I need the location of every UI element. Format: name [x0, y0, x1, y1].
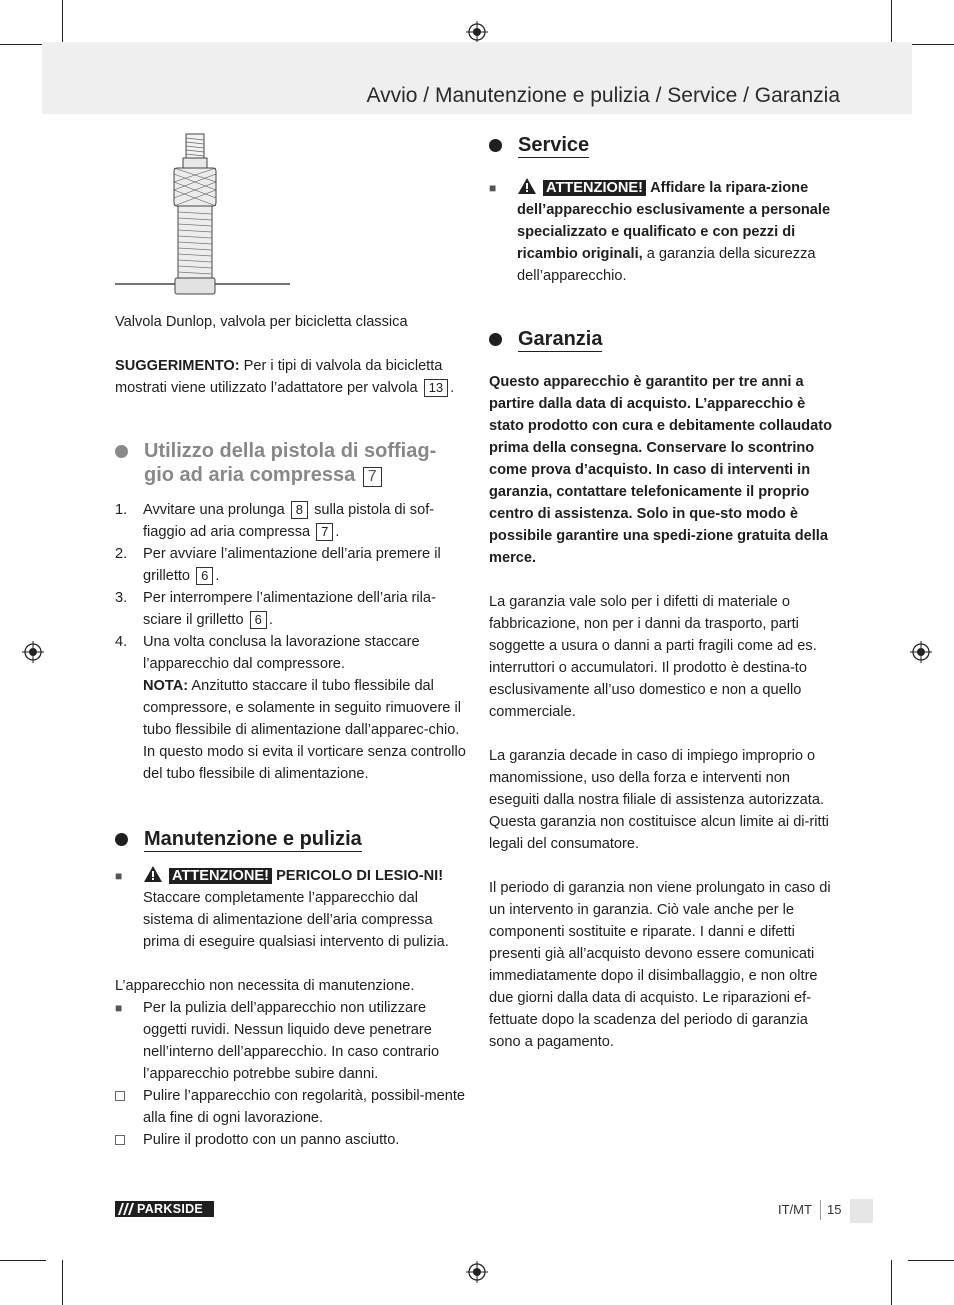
part-ref: 6 — [196, 567, 213, 585]
valve-caption: Valvola Dunlop, valvola per bicicletta classica — [115, 314, 408, 330]
bullet-dot-icon — [489, 333, 502, 346]
list-item — [115, 499, 467, 543]
part-ref: 8 — [291, 501, 308, 519]
note-text: Anzitutto staccare il tubo flessibile dal compressore, e solamente in seguito rimuovere il tubo flessibile di alimentazione dall’apparec-chio. In questo modo si evita il vorticare senza controllo del tubo flessibile di alimentazione. — [143, 678, 466, 782]
section-heading-service — [489, 133, 839, 157]
square-bullet-icon: ■ — [489, 181, 497, 195]
bullet-dot-icon — [115, 833, 128, 846]
heading-line1: Utilizzo della pistola di soffiag- — [144, 440, 437, 462]
step-number: 4. — [115, 634, 128, 650]
left-column — [115, 311, 467, 1151]
list-item — [115, 1129, 467, 1151]
step-text: Avvitare una prolunga — [143, 502, 285, 518]
warning-triangle-icon — [517, 177, 537, 195]
tip-text: Per i tipi di valvola da bicicletta mostrati viene utilizzato l’adattatore per valvola — [115, 358, 443, 396]
page-title: Avvio / Manutenzione e pulizia / Service / Garanzia — [366, 84, 840, 107]
list-item — [115, 543, 467, 587]
crop-mark — [891, 1260, 892, 1305]
checkbox-bullet-icon — [115, 1135, 125, 1145]
registration-mark-icon — [466, 21, 488, 43]
warranty-paragraph: La garanzia vale solo per i difetti di materiale o fabbricazione, non per i danni da trasporto, parti soggette a usura o danni a parti fragili come ad es. interruttori o accumulatori. Il prodotto è destina-to esclusivamente all’uso domestico e non a quello commerciale. — [489, 594, 817, 720]
step-text: Per avviare l’alimentazione dell’aria premere il grilletto — [143, 546, 441, 584]
registration-mark-icon — [910, 641, 932, 663]
heading-text: Service — [518, 134, 590, 156]
bullet-text: Per la pulizia dell’apparecchio non utilizzare oggetti ruvidi. Nessun liquido deve penetrare nell’interno dell’apparecchio. In caso contrario l’apparecchio potrebbe subire danni. — [143, 1000, 440, 1082]
part-ref: 7 — [363, 467, 382, 487]
step-end: . — [335, 524, 340, 540]
part-ref: 6 — [250, 611, 267, 629]
bullet-dot-icon — [489, 139, 502, 152]
bullet-text: Pulire il prodotto con un panno asciutto. — [143, 1132, 400, 1148]
crop-mark — [62, 1260, 63, 1305]
part-ref: 13 — [424, 379, 448, 397]
heading-line2: gio ad aria compressa — [144, 464, 356, 486]
section-heading-maintenance — [115, 827, 467, 851]
warning-text: Staccare completamente l’apparecchio dal sistema di alimentazione dell’aria compressa prima di eseguire qualsiasi intervento di pulizia. — [143, 890, 449, 950]
step-text: Una volta conclusa la lavorazione staccare l’apparecchio dal compressore. — [143, 634, 420, 672]
page-tab — [850, 1199, 873, 1223]
brand-name: PARKSIDE — [137, 1202, 204, 1216]
no-maintenance-text: L’apparecchio non necessita di manutenzione. — [115, 978, 415, 994]
step-number: 3. — [115, 590, 128, 606]
warning-item — [115, 865, 467, 953]
section-heading-pistol — [115, 439, 467, 487]
valve-illustration — [115, 128, 290, 300]
square-bullet-icon: ■ — [115, 869, 123, 883]
warranty-bold-paragraph: Questo apparecchio è garantito per tre anni a partire dalla data di acquisto. L’apparecchio è stato prodotto con cura e debitamente collaudato prima della consegna. Conservare lo scontrino come prova d’acquisto. In caso di interventi in garanzia, contattare telefonicamente il proprio centro di assistenza. Solo in que-sto modo è possibile garantire una spedi-zione gratuita della merce. — [489, 374, 832, 566]
registration-mark-icon — [22, 641, 44, 663]
crop-mark — [908, 1260, 954, 1261]
step-text: Per interrompere l’alimentazione dell’aria rila-sciare il grilletto — [143, 590, 436, 628]
square-bullet-icon: ■ — [115, 1001, 123, 1015]
step-end: . — [215, 568, 220, 584]
part-ref: 7 — [316, 523, 333, 541]
step-number: 1. — [115, 502, 128, 518]
steps-list — [115, 499, 467, 785]
bullet-dot-icon — [115, 445, 128, 458]
right-column — [489, 133, 839, 1053]
note-label: NOTA: — [143, 678, 189, 694]
warranty-paragraph: La garanzia decade in caso di impiego improprio o manomissione, uso della forza e interventi non eseguiti dalla nostra filiale di assistenza autorizzata. Questa garanzia non costituisce alcun limite ai di-ritti legali del consumatore. — [489, 748, 829, 852]
crop-mark — [0, 1260, 46, 1261]
registration-mark-icon — [466, 1261, 488, 1283]
tip-label: SUGGERIMENTO: — [115, 358, 240, 374]
warning-item — [489, 177, 839, 287]
crop-mark — [0, 44, 46, 45]
checkbox-bullet-icon — [115, 1091, 125, 1101]
list-item — [115, 587, 467, 631]
heading-text: Garanzia — [518, 328, 603, 350]
tip-paragraph — [115, 355, 467, 399]
footer-divider — [820, 1200, 821, 1220]
step-end: . — [268, 612, 273, 628]
crop-mark — [62, 0, 63, 46]
step-number: 2. — [115, 546, 128, 562]
service-bold-text: Affidare la ripara-zione dell’apparecchio esclusivamente a personale specializzato e qualificato e con pezzi di ricambio originali, — [517, 180, 831, 262]
warning-triangle-icon — [143, 865, 163, 883]
heading-text: Manutenzione e pulizia — [144, 828, 362, 850]
list-item — [115, 997, 467, 1085]
section-heading-warranty — [489, 327, 839, 351]
crop-mark — [908, 44, 954, 45]
warranty-paragraph: Il periodo di garanzia non viene prolungato in caso di un intervento in garanzia. Ciò vale anche per le componenti sostituite e riparate. I danni e difetti presenti già all’acquisto devono essere comunicati immediatamente dopo il disimballaggio, e non oltre due giorni dalla data di acquisto. Le riparazioni ef-fettuate dopo la scadenza del periodo di garanzia sono a pagamento. — [489, 880, 831, 1050]
tip-end: . — [450, 380, 455, 396]
bullet-text: Pulire l’apparecchio con regolarità, possibil-mente alla fine di ogni lavorazione. — [143, 1088, 466, 1126]
attention-label: ATTENZIONE! — [169, 868, 272, 884]
crop-mark — [891, 0, 892, 46]
step-text: sulla pistola di sof-fiaggio ad aria compressa — [143, 502, 435, 540]
list-item — [115, 631, 467, 785]
list-item — [115, 1085, 467, 1129]
danger-label: PERICOLO DI LESIO-NI! — [276, 868, 444, 884]
parkside-logo — [115, 1201, 214, 1222]
service-text: a garanzia della sicurezza dell’apparecchio. — [517, 246, 816, 284]
language-code: IT/MT — [778, 1202, 812, 1217]
attention-label: ATTENZIONE! — [543, 180, 646, 196]
page-number: 15 — [827, 1202, 842, 1217]
